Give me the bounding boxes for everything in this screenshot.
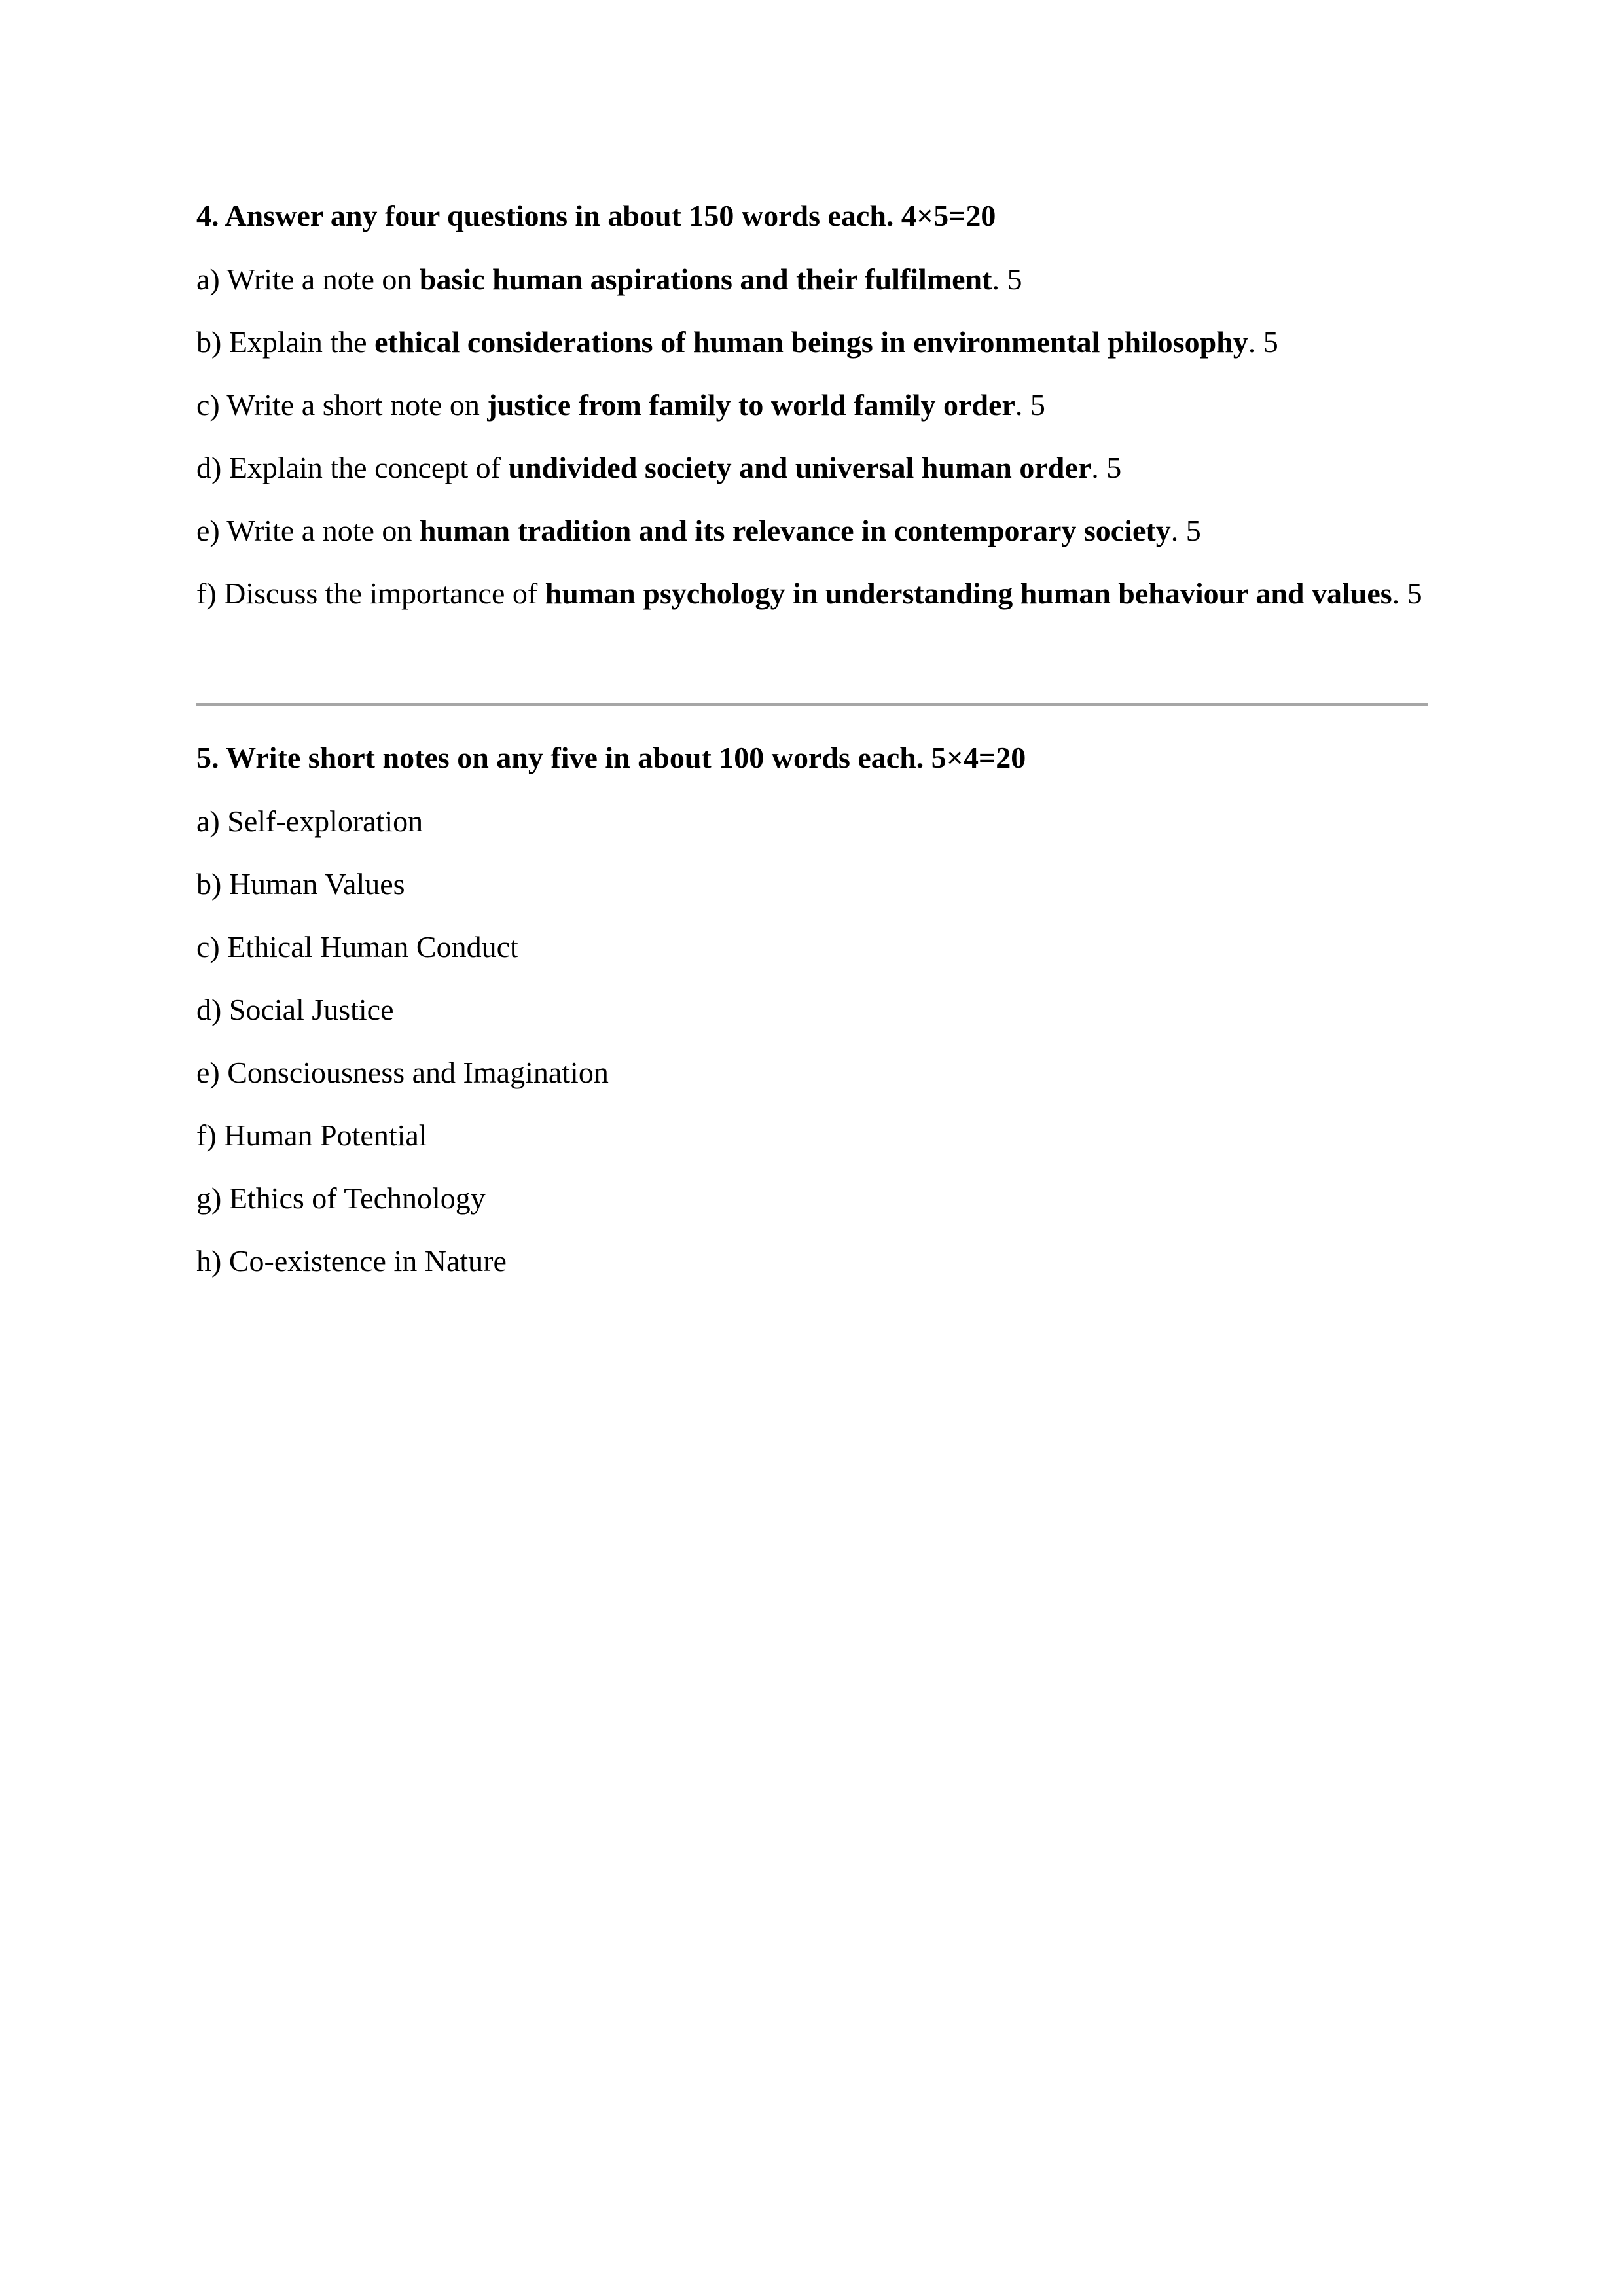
question-4-item-e: e) Write a note on human tradition and its relevance in contemporary society. 5: [196, 514, 1201, 547]
question-4-item-f: f) Discuss the importance of human psychology in understanding human behaviour and values. 5: [196, 577, 1422, 610]
question-5-item-g: g) Ethics of Technology: [196, 1181, 486, 1215]
question-4-item-d: d) Explain the concept of undivided society and universal human order. 5: [196, 451, 1122, 484]
question-4-item-a: a) Write a note on basic human aspirations and their fulfilment. 5: [196, 262, 1022, 296]
question-4-section: [196, 196, 1428, 236]
question-4-item-c: c) Write a short note on justice from family to world family order. 5: [196, 388, 1045, 422]
question-5-section: [196, 738, 1428, 778]
question-5-item-e: e) Consciousness and Imagination: [196, 1056, 609, 1089]
question-5-item-f: f) Human Potential: [196, 1119, 427, 1152]
question-5-item-d: d) Social Justice: [196, 993, 394, 1026]
exam-page: [196, 0, 1428, 2296]
question-5-item-b: b) Human Values: [196, 867, 405, 901]
question-5-item-a: a) Self-exploration: [196, 804, 424, 838]
question-4-heading: 4. Answer any four questions in about 150 words each. 4×5=20: [196, 199, 996, 232]
question-5-item-c: c) Ethical Human Conduct: [196, 930, 518, 963]
question-4-item-b: b) Explain the ethical considerations of human beings in environmental philosophy. 5: [196, 325, 1278, 359]
question-5-heading: 5. Write short notes on any five in about 100 words each. 5×4=20: [196, 741, 1026, 774]
section-divider: [196, 703, 1428, 706]
question-5-item-h: h) Co-existence in Nature: [196, 1244, 507, 1278]
